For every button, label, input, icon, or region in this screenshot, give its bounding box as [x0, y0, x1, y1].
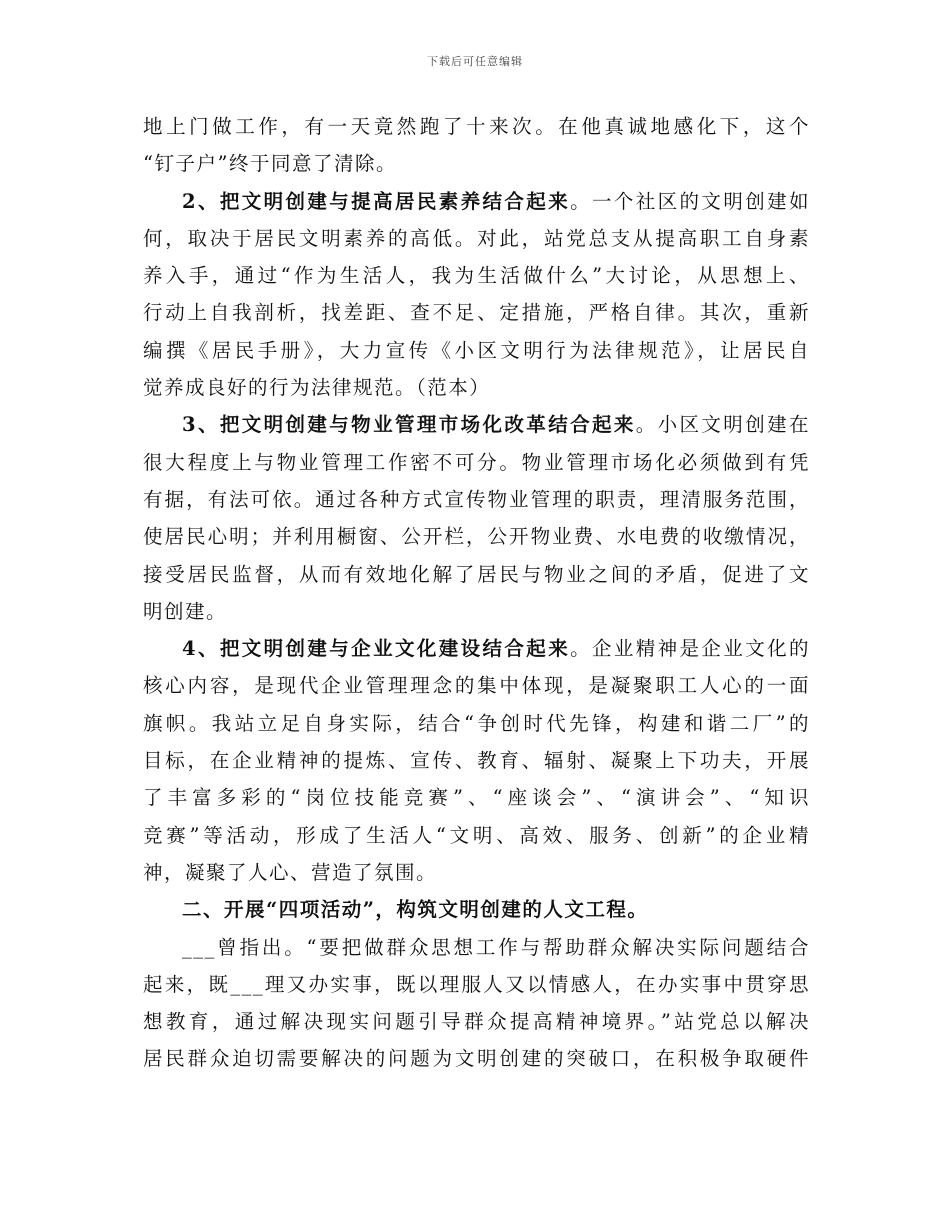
line-text: 神，凝聚了人心、营造了氛围。 — [143, 860, 438, 884]
text-line — [143, 705, 810, 742]
text-line — [143, 332, 810, 369]
document-body — [143, 108, 810, 1078]
section-title-line — [143, 891, 810, 928]
page-header: 下载后可任意编辑 — [427, 55, 523, 68]
line-text: 起来，既___理又办实事，既以理服人又以情感人，在办实事中贯穿思 — [143, 972, 810, 996]
line-text: 有据，有法可依。通过各种方式宣传物业管理的职责，理清服务范围， — [143, 487, 810, 511]
line-text: ___曾指出。“要把做群众思想工作与帮助群众解决实际问题结合 — [182, 935, 810, 959]
paragraph-start-line — [143, 630, 810, 667]
text-line — [143, 779, 810, 816]
text-line — [143, 369, 810, 406]
text-line — [143, 257, 810, 294]
text-line — [143, 1003, 810, 1040]
line-text: 。企业精神是企业文化的 — [570, 637, 810, 661]
line-text: 接受居民监督，从而有效地化解了居民与物业之间的矛盾，促进了文 — [143, 562, 810, 586]
text-line — [143, 1040, 810, 1077]
line-text: 旗帜。我站立足自身实际，结合“争创时代先锋，构建和谐二厂”的 — [143, 711, 810, 735]
text-line — [143, 220, 810, 257]
line-text: 养入手，通过“作为生活人，我为生活做什么”大讨论，从思想上、 — [143, 264, 810, 288]
section-heading: 3、把文明创建与物业管理市场化改革结合起来 — [182, 413, 636, 437]
text-line — [143, 817, 810, 854]
text-line — [143, 481, 810, 518]
line-text: 觉养成良好的行为法律规范。（范本） — [143, 376, 491, 400]
text-line — [143, 108, 810, 145]
line-text: 。小区文明创建在 — [635, 413, 810, 437]
section-heading: 4、把文明创建与企业文化建设结合起来 — [182, 637, 571, 661]
text-line — [143, 444, 810, 481]
section-title: 二、开展“四项活动”，构筑文明创建的人文工程。 — [182, 898, 649, 922]
text-line — [143, 556, 810, 593]
text-line — [143, 966, 810, 1003]
text-line — [143, 742, 810, 779]
paragraph-start-line — [143, 183, 810, 220]
line-text: 使居民心明；并利用橱窗、公开栏，公开物业费、水电费的收缴情况， — [143, 525, 810, 549]
line-text: 想教育，通过解决现实问题引导群众提高精神境界。”站党总以解决 — [143, 1010, 810, 1034]
line-text: 目标，在企业精神的提炼、宣传、教育、辐射、凝聚上下功夫，开展 — [143, 749, 810, 773]
text-line — [143, 593, 810, 630]
line-text: 地上门做工作，有一天竟然跑了十来次。在他真诚地感化下，这个 — [143, 115, 810, 138]
line-text: 了丰富多彩的“岗位技能竞赛”、“座谈会”、“演讲会”、“知识 — [143, 786, 810, 810]
line-text: 行动上自我剖析，找差距、查不足、定措施，严格自律。其次，重新 — [143, 301, 810, 325]
text-line — [143, 854, 810, 891]
line-text: 何，取决于居民文明素养的高低。对此，站党总支从提高职工自身素 — [143, 226, 810, 250]
line-text: 很大程度上与物业管理工作密不可分。物业管理市场化必须做到有凭 — [143, 450, 810, 474]
line-text: 明创建。 — [143, 599, 228, 623]
line-text: 。一个社区的文明创建如 — [570, 189, 810, 213]
line-text: 居民群众迫切需要解决的问题为文明创建的突破口，在积极争取硬件 — [143, 1047, 810, 1071]
text-line — [143, 294, 810, 331]
paragraph-start-line — [143, 406, 810, 443]
line-text: 竞赛”等活动，形成了生活人“文明、高效、服务、创新”的企业精 — [143, 823, 810, 847]
section-heading: 2、把文明创建与提高居民素养结合起来 — [182, 189, 571, 213]
line-text: 编撰《居民手册》，大力宣传《小区文明行为法律规范》，让居民自 — [143, 338, 810, 362]
line-text: 核心内容，是现代企业管理理念的集中体现，是凝聚职工人心的一面 — [143, 674, 810, 698]
text-line — [143, 518, 810, 555]
line-text: “钉子户”终于同意了清除。 — [143, 152, 397, 176]
paragraph-start-line — [143, 929, 810, 966]
text-line — [143, 667, 810, 704]
text-line — [143, 145, 810, 182]
